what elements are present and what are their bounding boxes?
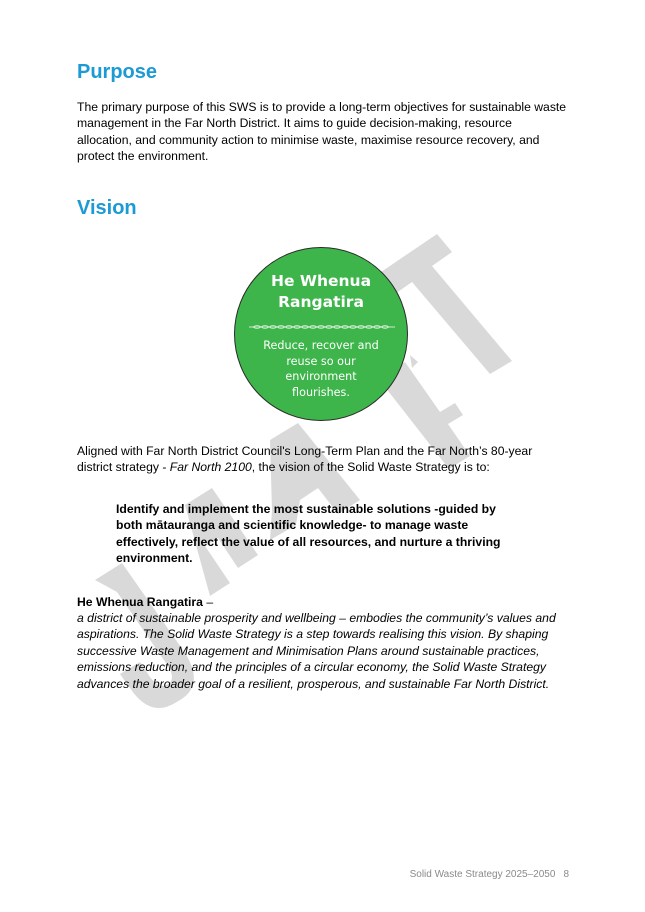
far-north-2100-title: Far North 2100 — [169, 460, 252, 475]
hwr-heading — [77, 594, 213, 610]
aligned-text-start: Aligned with Far North District Council's Long-Term Plan and the Far North’s 80-year district strategy - — [77, 444, 533, 475]
hwr-title: He Whenua Rangatira — [77, 595, 203, 609]
aligned-text-end: , the vision of the Solid Waste Strategy is to: — [251, 460, 490, 475]
strategy-statement: Identify and implement the most sustainable solutions -guided by both mātauranga and scientific knowledge- to manage waste effectively, reflect the value of all resources, and nurture a thriving environment. — [116, 502, 501, 566]
purpose-paragraph: The primary purpose of this SWS is to provide a long-term objectives for sustainable waste management in the Far North District. It aims to guide decision-making, resource allocation, and community action to minimise waste, maximise resource recovery, and protect the environment. — [77, 100, 567, 164]
vision-circle — [234, 247, 408, 421]
page-number: 8 — [563, 869, 569, 880]
aligned-paragraph — [77, 443, 567, 476]
purpose-heading: Purpose — [77, 61, 158, 83]
footer-title: Solid Waste Strategy 2025–2050 — [409, 869, 556, 880]
vision-circle-title: He Whenua Rangatira — [270, 272, 372, 311]
woven-divider-icon — [249, 324, 395, 330]
vision-heading: Vision — [77, 197, 137, 219]
hwr-description: a district of sustainable prosperity and wellbeing – embodies the community’s values and aspirations. The Solid Waste Strategy is a step towards realising this vision. By shaping successive Waste Management and Minimisation Plans around sustainable practices, emissions reduction, and the principles of a circular economy, the Solid Waste Strategy advances the broader goal of a resilient, prosperous, and sustainable Far North District. — [77, 611, 556, 691]
vision-circle-text: Reduce, recover and reuse so our environment flourishes. — [263, 339, 379, 399]
page-footer — [410, 869, 569, 880]
hwr-dash: – — [202, 595, 214, 609]
